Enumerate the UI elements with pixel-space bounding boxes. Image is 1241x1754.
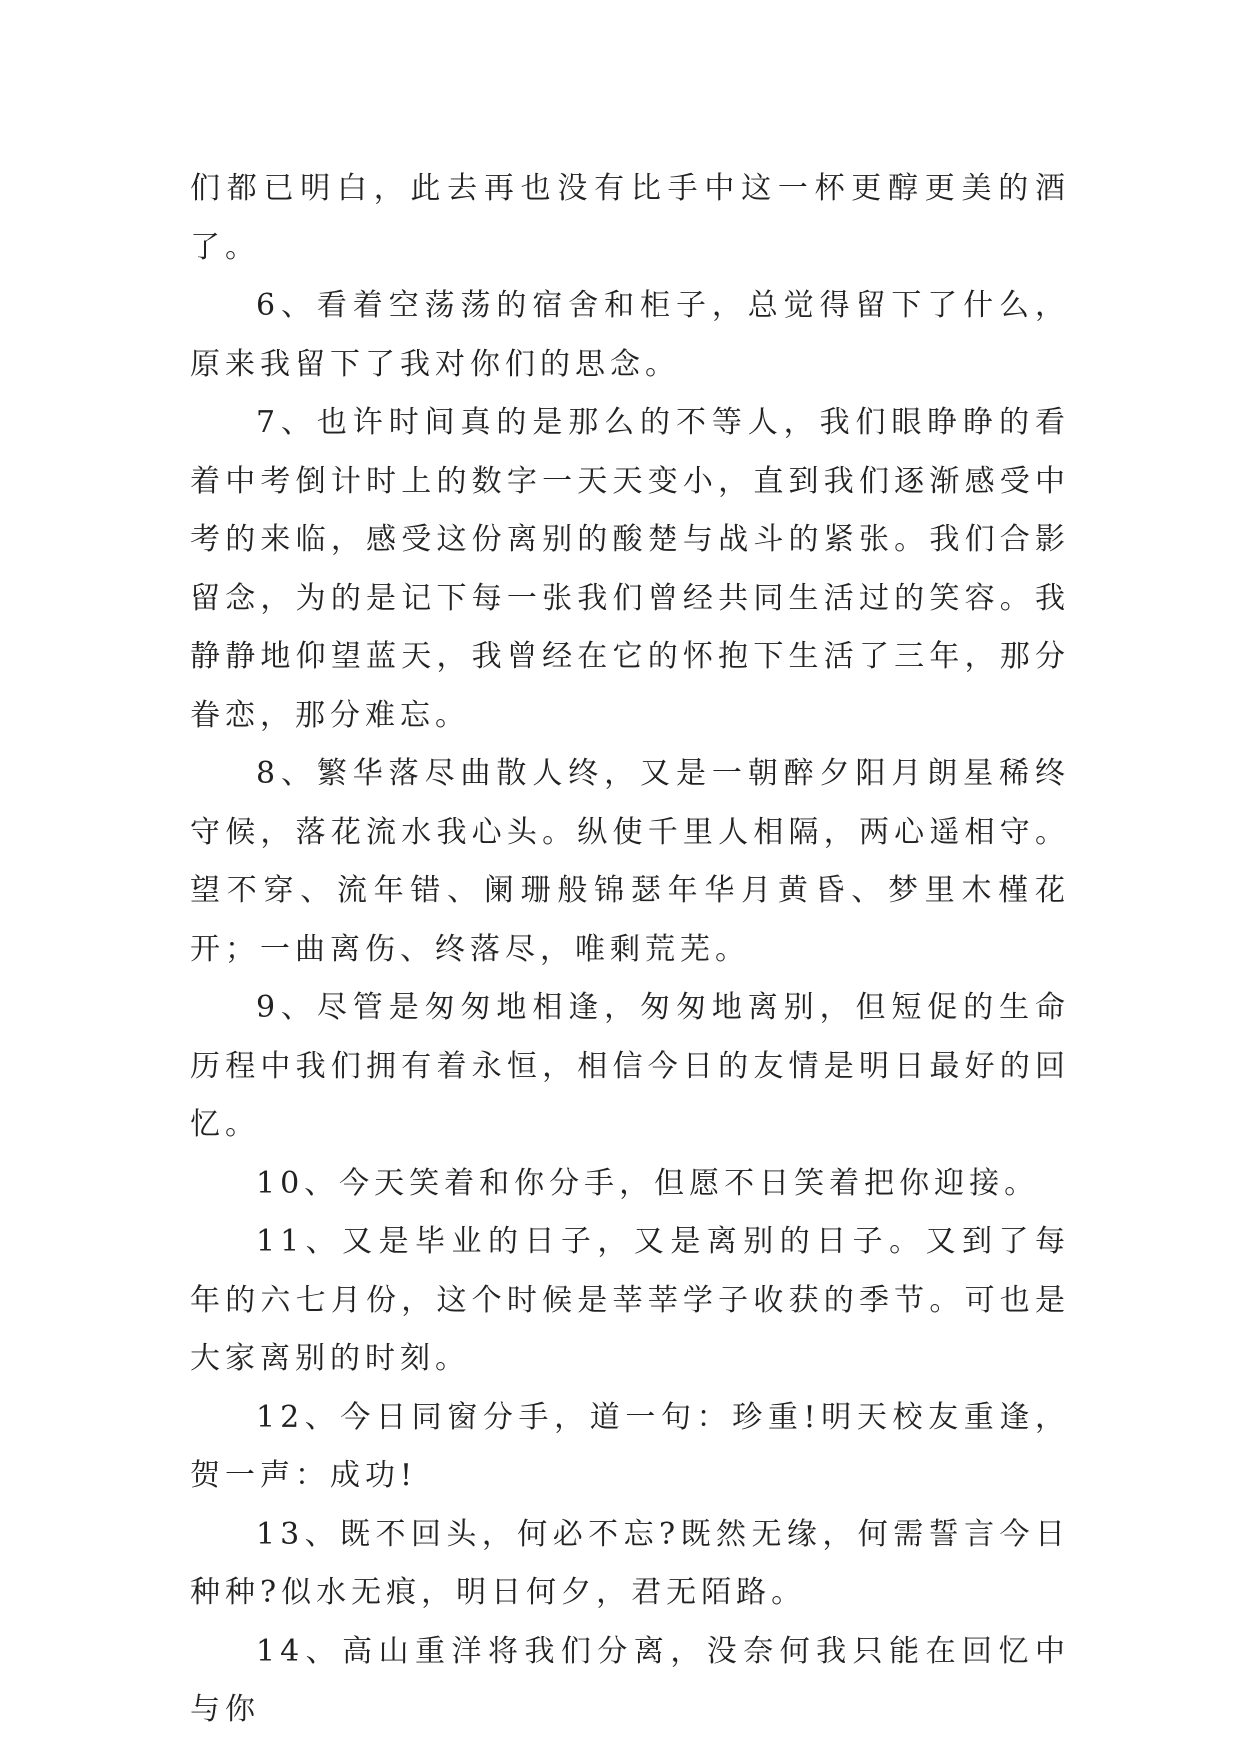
paragraph-6: 6、看着空荡荡的宿舍和柜子，总觉得留下了什么，原来我留下了我对你们的思念。 (190, 288, 1070, 382)
paragraph-7: 7、也许时间真的是那么的不等人，我们眼睁睁的看着中考倒计时上的数字一天天变小，直到我们逐渐感受中考的来临，感受这份离别的酸楚与战斗的紧张。我们合影留念，为的是记下每一张我们曾经共同生活过的笑容。我静静地仰望蓝天，我曾经在它的怀抱下生活了三年，那分眷恋，那分难忘。 (190, 405, 1070, 733)
document-body (190, 160, 1070, 1740)
paragraph-14: 14、高山重洋将我们分离，没奈何我只能在回忆中与你 (190, 1633, 1070, 1727)
paragraph-10: 10、今天笑着和你分手，但愿不日笑着把你迎接。 (256, 1165, 1040, 1201)
paragraph-continuation: 们都已明白，此去再也没有比手中这一杯更醇更美的酒了。 (190, 171, 1070, 265)
paragraph-11: 11、又是毕业的日子，又是离别的日子。又到了每年的六七月份，这个时候是莘莘学子收获的季节。可也是大家离别的时刻。 (190, 1224, 1070, 1376)
paragraph-13: 13、既不回头，何必不忘?既然无缘，何需誓言今日种种?似水无痕，明日何夕，君无陌路。 (190, 1516, 1070, 1610)
paragraph-9: 9、尽管是匆匆地相逢，匆匆地离别，但短促的生命历程中我们拥有着永恒，相信今日的友情是明日最好的回忆。 (190, 990, 1070, 1142)
paragraph-8: 8、繁华落尽曲散人终，又是一朝醉夕阳月朗星稀终守候，落花流水我心头。纵使千里人相隔，两心遥相守。望不穿、流年错、阑珊般锦瑟年华月黄昏、梦里木槿花开；一曲离伤、终落尽，唯剩荒芜。 (190, 756, 1070, 967)
paragraph-12: 12、今日同窗分手，道一句：珍重!明天校友重逢，贺一声：成功! (190, 1399, 1070, 1493)
